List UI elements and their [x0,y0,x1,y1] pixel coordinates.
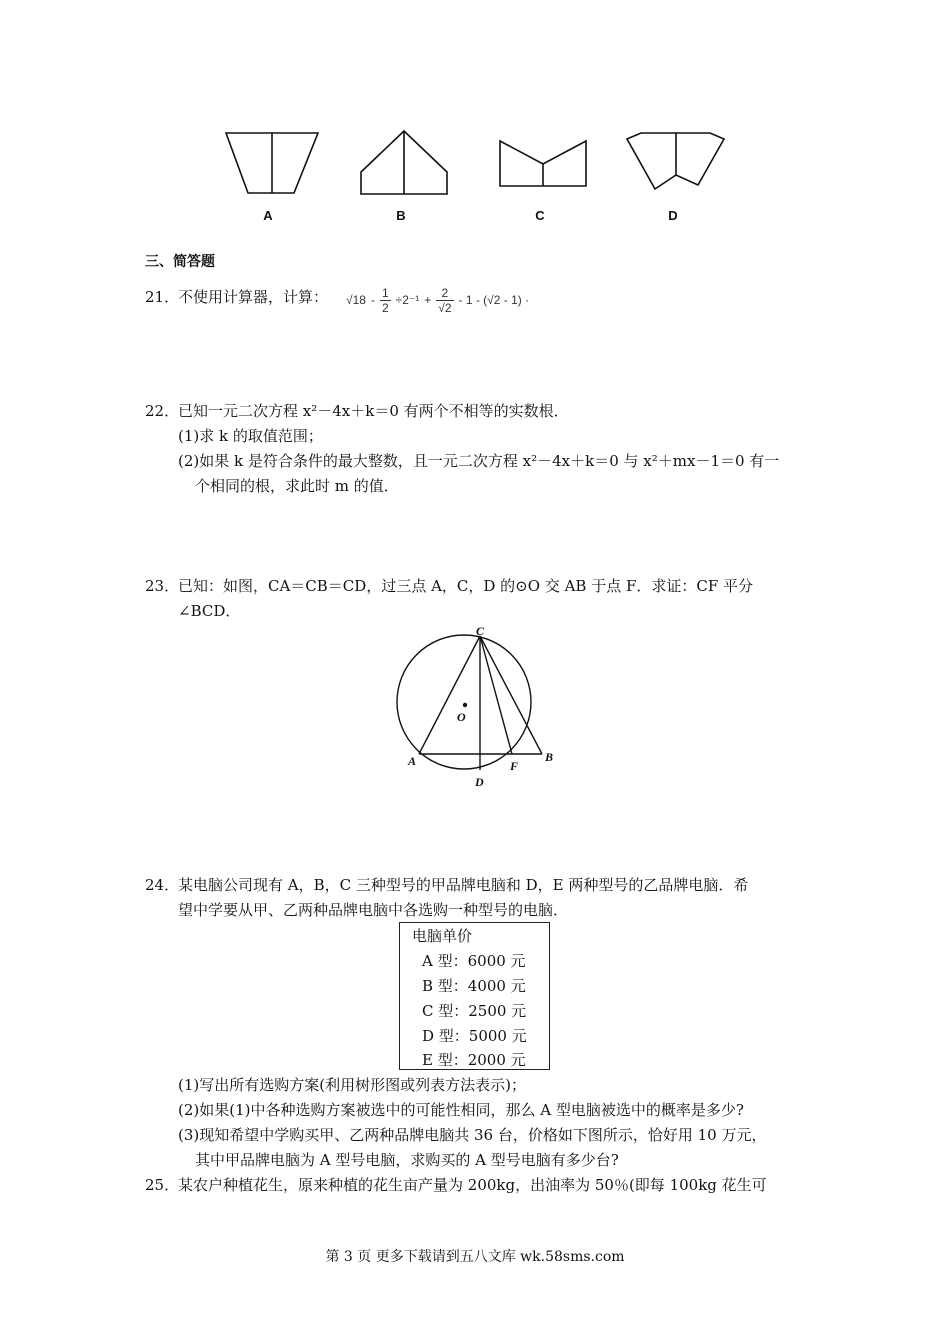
q22-line3: (2)如果 k 是符合条件的最大整数，且一元二次方程 x²－4x＋k＝0 与 x²＋mx－1＝0 有一 [178,452,780,470]
q21-tail: - 1 - (√2 - 1) · [458,293,530,307]
segment-cf [480,636,512,754]
q24-part3b: 其中甲品牌电脑为 A 型号电脑，求购买的 A 型号电脑有多少台? [195,1151,619,1169]
q23-line2: ∠BCD． [178,602,241,620]
q21-frac2-num: 2 [436,286,453,301]
q24-part3a: (3)现知希望中学购买甲、乙两种品牌电脑共 36 台，价格如下图所示，恰好用 10 万元， [178,1126,767,1144]
label-o: O [457,710,466,724]
q21-text: 不使用计算器，计算： [178,288,329,306]
shape-label-c: C [535,208,545,223]
price-row-c: C 型：2500 元 [422,1002,527,1020]
center-point-o [463,703,467,707]
q23-line1: 已知：如图，CA＝CB＝CD，过三点 A，C，D 的⊙O 交 AB 于点 F．求证：CF 平分 [178,577,754,595]
shape-c [500,141,586,186]
label-f: F [510,759,519,773]
q21-expression [346,279,529,321]
q21-sqrt18: √18 [346,293,366,307]
segment-ca [419,636,480,754]
price-row-e: E 型：2000 元 [422,1051,526,1069]
q22-line1: 已知一元二次方程 x²－4x＋k＝0 有两个不相等的实数根． [178,402,569,420]
label-c: C [476,624,485,638]
q21-plus: + [424,293,432,307]
shape-b [361,131,447,194]
q24-part2: (2)如果(1)中各种选购方案被选中的可能性相同，那么 A 型电脑被选中的概率是多少? [178,1101,744,1119]
price-row-a: A 型：6000 元 [422,952,526,970]
q21-fraction-2 [436,286,453,315]
q21-frac1-num: 1 [381,285,389,300]
label-b: B [545,750,554,764]
shape-d [627,133,724,189]
price-table [399,922,550,1070]
label-a: A [408,754,417,768]
price-row-d: D 型：5000 元 [422,1027,527,1045]
q24-line2: 望中学要从甲、乙两种品牌电脑中各选购一种型号的电脑． [178,901,569,919]
q21-frac1-den: 2 [381,300,389,315]
q24-part1: (1)写出所有选购方案(利用树形图或列表方法表示)； [178,1076,526,1094]
q23-number: 23． [145,577,180,595]
q24-number: 24． [145,876,180,894]
section-heading: 三、简答题 [145,254,215,270]
q21-div-pow: ÷2⁻¹ [395,293,420,307]
shape-a [226,133,318,193]
q22-number: 22． [145,402,180,420]
q21-frac2-den: √2 [438,300,452,315]
q22-line2: (1)求 k 的取值范围； [178,427,323,445]
shape-label-d: D [668,208,678,223]
q22-line4: 个相同的根，求此时 m 的值． [195,477,399,495]
shape-label-a: A [263,208,273,223]
q21-number: 21． [145,288,180,306]
page-footer: 第 3 页 更多下载请到五八文库 wk.58sms.com [325,1249,625,1265]
q24-line1: 某电脑公司现有 A，B，C 三种型号的甲品牌电脑和 D，E 两种型号的乙品牌电脑．希 [178,876,749,894]
q25-line1: 某农户种植花生，原来种植的花生亩产量为 200kg，出油率为 50％(即每 100kg 花生可 [178,1176,767,1194]
price-row-b: B 型：4000 元 [422,977,526,995]
label-d: D [475,775,484,789]
shapes-figure [0,0,950,240]
q25-number: 25． [145,1176,180,1194]
shape-label-b: B [396,208,406,223]
q21-fraction-1 [380,286,391,315]
q23-geometry-figure [380,615,580,795]
price-table-title: 电脑单价 [412,927,473,945]
q21-minus: - [370,293,375,307]
